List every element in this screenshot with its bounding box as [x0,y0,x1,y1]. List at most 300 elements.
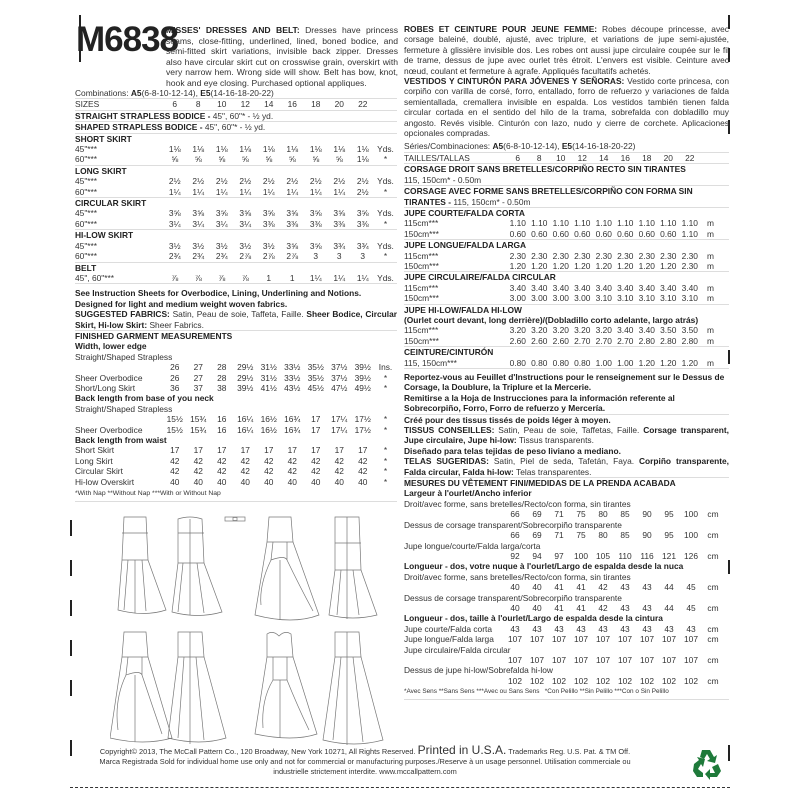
unit-label: Yds. [377,240,394,251]
cell-value: 3.10 [660,293,677,304]
row-label: 45"*** [75,176,98,187]
copyright-line [70,745,660,757]
cell-value: 43 [598,623,608,634]
cell-value: 1 [266,272,272,283]
fabrics-fr [404,425,729,446]
cell-value: 17 [311,414,321,425]
row-label: 115cm*** [404,250,439,261]
cell-value: 1¼ [333,186,346,197]
cell-value: ⅞ [218,272,226,283]
cell-value: 43 [642,602,652,613]
cell-value: 37 [193,382,203,393]
cell-value: 42 [598,582,608,593]
description-es [404,76,729,138]
cell-value: 2½ [286,176,299,187]
row-label: 115cm*** [404,325,439,336]
cell-value: 107 [640,654,654,665]
table-row [75,466,397,476]
cell-value: 3.40 [617,282,634,293]
cell-value: ⅝ [265,154,273,165]
dress-illustrations [110,515,400,745]
cell-value: 26 [170,362,180,373]
table-row [404,325,729,335]
cell-value: 3⅜ [356,218,369,229]
sheer-text: Sheer Fabrics. [149,319,204,330]
combo-e-sizes-metric: (14-16-18-20-22) [572,141,636,152]
cell-value: 16 [217,424,227,435]
table-row [75,208,397,218]
cell-value: 16¾ [284,424,301,435]
cell-value: 92 [510,550,520,561]
english-column [75,88,397,502]
cell-value: 40 [510,582,520,593]
table-row [404,251,729,261]
cell-value: ⅞ [241,272,249,283]
cell-value: 17¼ [331,414,348,425]
cell-value: 43 [642,623,652,634]
cell-value: 2.60 [509,335,526,346]
unit-label: * [383,476,388,487]
cell-value: 3.40 [660,282,677,293]
cell-value: 102 [508,675,522,686]
table-row [75,251,397,262]
row-label: 150cm*** [404,260,439,271]
cell-value: 38 [217,382,227,393]
combo-e: E5 [200,88,211,98]
cell-value: 0.80 [509,357,526,368]
measure-label: Jupe longue/courte/Falda larga/corta [404,540,541,551]
cell-value: 17 [358,445,368,456]
unit-label: cm [707,675,719,686]
cell-value: 42 [334,466,344,477]
row-label: Hi-low Overskirt [75,476,135,487]
cell-value: 41½ [260,382,277,393]
cell-value: 107 [508,634,522,645]
cell-value: 1¼ [309,272,322,283]
table-row [75,219,397,230]
cell-value: 1.10 [595,218,612,229]
designed-fr: Créé pour des tissus tissés de poids léger à moyen. [404,414,611,425]
cell-value: 2½ [356,176,369,187]
cell-value: 85 [620,530,630,541]
cell-value: 40 [264,476,274,487]
width-table-metric [404,499,729,561]
cell-value: 2¾ [215,251,228,262]
cell-value: 42 [240,455,250,466]
cell-value: 28 [217,362,227,373]
cell-value: 17¼ [331,424,348,435]
unit-label: m [707,250,714,261]
cut-mark [70,680,72,696]
cell-value: 1⅛ [356,154,369,165]
cell-value: 3.40 [617,325,634,336]
cell-value: 3½ [239,240,252,251]
cut-mark [70,640,72,656]
cell-value: 2.70 [574,335,591,346]
cell-value: 69 [532,509,542,520]
cell-value: 43 [664,623,674,634]
cell-value: 102 [552,675,566,686]
table-row [404,603,729,613]
cell-value: 102 [684,675,698,686]
cell-value: 107 [618,654,632,665]
cell-value: 107 [574,654,588,665]
sizes-row [75,99,397,110]
cell-value: 3⅝ [262,208,275,219]
width-title-metric: Largeur à l'ourlet/Ancho inferior [404,488,532,499]
mermaid-dress-front-icon [118,517,166,614]
cell-value: 45 [686,582,696,593]
size-value: 10 [217,99,227,110]
cell-value: 3¼ [168,218,181,229]
cell-value: 2.30 [574,250,591,261]
cell-value: 17 [217,445,227,456]
size-value: 22 [685,152,695,163]
cell-value: 3¾ [333,240,346,251]
suggested-fabrics [75,309,397,331]
unit-label: * [383,186,388,197]
table-row [404,582,729,592]
unit-label: * [383,251,388,262]
cell-value: 43 [532,623,542,634]
cell-value: 16¾ [284,414,301,425]
description-en [166,25,398,89]
cell-value: 1.20 [660,260,677,271]
trademarks: Trademarks Reg. U.S. Pat. & TM Off. [508,747,631,756]
cell-value: 42 [264,455,274,466]
cell-value: 42 [287,466,297,477]
cell-value: 107 [662,654,676,665]
unit-label: * [383,466,388,477]
see-instructions: See Instruction Sheets for Overbodice, Lining, Underlining and Notions. [75,288,362,299]
cell-value: 2.60 [531,335,548,346]
combo-e-metric: E5 [561,141,573,152]
cell-value: 0.80 [552,357,569,368]
unit-label: Yds. [377,208,394,219]
cell-value: 1.20 [574,260,591,271]
cell-value: 42 [358,466,368,477]
row-label: 60"*** [75,154,98,165]
cell-value: 37½ [331,362,348,373]
table-row [75,144,397,154]
table-row [75,176,397,186]
straight-bodice-detail: 45", 60"* - ½ yd. [212,110,274,121]
cell-value: 3.00 [552,293,569,304]
cell-value: 2.60 [552,335,569,346]
instructions-fr: Reportez-vous au Feuillet d'Instructions pour le renseignement sur le Dessus de Corsage, la Doublure, la Triplure et la Mercerie. [404,372,725,393]
cell-value: 1¼ [333,272,346,283]
cell-value: 39½ [354,362,371,373]
cell-value: 47½ [331,382,348,393]
cell-value: 0.80 [574,357,591,368]
cell-value: 2¾ [192,251,205,262]
row-label: Short Skirt [75,445,115,456]
row-label: 45"*** [75,208,98,219]
cell-value: 116 [640,550,654,561]
cell-value: 2.30 [617,250,634,261]
straight-bodice-title-metric: CORSAGE DROIT SANS BRETELLES/CORPIÑO RECTO SIN TIRANTES [404,164,686,175]
cell-value: 49½ [354,382,371,393]
combinations-label-metric: Séries/Combinaciones: [404,141,491,152]
yardage-section-title: HI-LOW SKIRT [75,230,134,241]
width-title: Width, lower edge [75,341,147,352]
row-label: 60"*** [75,186,98,197]
cell-value: 0.80 [531,357,548,368]
fabrics-fr-text: Satin, Peau de soie, Taffetas, Faille. [498,425,640,436]
a-line-dress-back-icon [168,632,226,744]
shaped-bodice-title: SHAPED STRAPLESS BODICE - [75,122,203,133]
size-value: 8 [536,152,542,163]
yardage-section-title-metric: JUPE HI-LOW/FALDA HI-LOW [404,304,522,315]
cell-value: 40 [510,602,520,613]
cell-value: 3.40 [595,282,612,293]
cell-value: 75 [576,530,586,541]
cell-value: 3.40 [681,282,698,293]
cell-value: 1⅛ [192,144,205,155]
recycle-icon [690,746,724,780]
size-value: 6 [515,152,521,163]
cell-value: 17½ [354,424,371,435]
cell-value: 2½ [168,176,181,187]
width-table [75,362,397,393]
cell-value: 44 [664,582,674,593]
cell-value: ⅝ [218,154,226,165]
cell-value: 43 [686,623,696,634]
unit-label: m [707,228,714,239]
width-subtitle: Straight/Shaped Strapless [75,351,173,362]
table-row [404,676,729,686]
row-label: 60"*** [75,218,98,229]
cell-value: 0.60 [531,228,548,239]
fabrics-fr-label: TISSUS CONSEILLES: [404,425,495,436]
cell-value: 107 [596,634,610,645]
cell-value: 1.10 [681,228,698,239]
cell-value: 16 [217,414,227,425]
instructions-es: Remitirse a la Hoja de Instrucciones para la información referente al Sobrecorpiño, Forro, Forro de refuerzo y Mercería. [404,392,675,414]
cell-value: 90 [642,509,652,520]
size-value: 20 [334,99,344,110]
size-value: 10 [556,152,566,163]
unit-label: cm [707,509,719,520]
cell-value: 3.40 [574,282,591,293]
cell-value: 3⅝ [309,240,322,251]
cell-value: 28 [217,372,227,383]
row-label: 150cm*** [404,335,439,346]
combinations-row [75,88,397,99]
cell-value: 1⅛ [333,144,346,155]
cell-value: 44 [664,602,674,613]
cell-value: 33½ [284,362,301,373]
unit-label: * [383,382,388,393]
unit-label: * [383,414,388,425]
cell-value: 107 [530,634,544,645]
table-row [404,551,729,561]
cell-value: 107 [530,654,544,665]
unit-label: m [707,218,714,229]
cell-value: 66 [510,530,520,541]
mermaid-dress-back-icon [172,517,222,616]
unit-label: * [383,372,388,383]
cell-value: 3.10 [681,293,698,304]
size-value: 16 [620,152,630,163]
combo-a-sizes: (6-8-10-12-14), [141,88,198,98]
cell-value: 80 [598,509,608,520]
cell-value: 71 [554,530,564,541]
cell-value: 42 [170,466,180,477]
cell-value: 2.30 [509,250,526,261]
cell-value: 42 [264,466,274,477]
cell-value: 102 [640,675,654,686]
measure-label: Dessus de jupe hi-low/Sobrefalda hi-low [404,665,553,676]
cell-value: 41 [576,582,586,593]
cell-value: ⅝ [241,154,249,165]
cell-value: 3⅝ [309,208,322,219]
circular-dress-back-icon [323,632,383,745]
cell-value: 107 [662,634,676,645]
cell-value: 1.20 [531,260,548,271]
cell-value: 100 [684,509,698,520]
cell-value: 17 [287,445,297,456]
size-value: 14 [599,152,609,163]
cell-value: 15½ [166,424,183,435]
cell-value: 3.10 [638,293,655,304]
cell-value: 42 [334,455,344,466]
straight-bodice-row [75,111,397,122]
cell-value: 43 [554,623,564,634]
cell-value: 2⅞ [286,251,299,262]
row-label: Sheer Overbodice [75,372,143,383]
unit-label: m [707,260,714,271]
table-row [404,336,729,347]
cell-value: 2.30 [595,250,612,261]
table-row [404,229,729,240]
unit-label: m [707,293,714,304]
cell-value: 1.20 [509,260,526,271]
cell-value: 40 [358,476,368,487]
cell-value: 90 [642,530,652,541]
cell-value: 42 [240,466,250,477]
cell-value: 66 [510,509,520,520]
row-label: 45"*** [75,144,98,155]
cell-value: 85 [620,509,630,520]
row-label: 150cm*** [404,228,439,239]
cell-value: 3.20 [574,325,591,336]
mermaid-dress-back-icon-2 [329,517,377,619]
yardage-section-title: BELT [75,262,97,273]
unit-label: * [383,445,388,456]
cell-value: 2.80 [638,335,655,346]
cell-value: 0.60 [552,228,569,239]
cell-value: 3 [360,251,366,262]
cell-value: 71 [554,509,564,520]
size-value: 8 [195,99,201,110]
cell-value: 1⅛ [286,144,299,155]
yardage-section-title-metric: JUPE LONGUE/FALDA LARGA [404,240,527,251]
size-value: 16 [287,99,297,110]
fabrics-es [404,456,729,477]
table-row [404,218,729,228]
cell-value: 43½ [284,382,301,393]
size-value: 6 [172,99,178,110]
cell-value: 16½ [260,424,277,435]
size-value: 20 [663,152,673,163]
designed-es: Diseñado para telas tejidas de peso liviano a mediano. [404,445,621,456]
straight-bodice-title: STRAIGHT STRAPLESS BODICE - [75,110,211,121]
cell-value: 107 [640,634,654,645]
cell-value: 1.20 [638,357,655,368]
cell-value: 37½ [331,372,348,383]
cell-value: 1⅛ [239,144,252,155]
combo-a-sizes-metric: (6-8-10-12-14), [503,141,560,152]
cell-value: 1¼ [356,272,369,283]
table-row [404,655,729,665]
desc-es-text: Vestido corte princesa, con corpiño con varilla de corsé, forro, entallado, forro de refuerzo y variaciones de falda semientallada, cremallera invisible en espalda. Los vestidos también tienen falda circular cortada en el sentido del hilo de la trama, sobrefalda con dobladillo muy angosto. Revés visible. Cinturón con lazo, nudo y cierre de corchete. Aplicaciones opcionales compradas. [404,76,730,139]
cell-value: 3¼ [215,218,228,229]
cell-value: ⅝ [312,154,320,165]
shaped-bodice-row [75,122,397,133]
back-waist-inline-table [404,624,729,645]
cell-value: 3⅝ [286,240,299,251]
cell-value: 107 [552,654,566,665]
cell-value: 3.40 [638,325,655,336]
sheer-fr-text: Tissus transparents. [518,435,594,446]
cell-value: 1⅛ [168,144,181,155]
cell-value: 1.00 [595,357,612,368]
cell-value: 102 [596,675,610,686]
back-waist-table [75,445,397,487]
cell-value: 40 [217,476,227,487]
cell-value: 35½ [307,362,324,373]
cell-value: 40 [240,476,250,487]
size-value: 18 [642,152,652,163]
cell-value: 1.10 [531,218,548,229]
cell-value: 2½ [192,176,205,187]
unit-label: cm [707,602,719,613]
measure-label: Dessus de corsage transparent/Sobrecorpiño transparente [404,519,622,530]
nap-note-metric: *Avec Sens **Sans Sens ***Avec ou Sans Sens *Con Pelillo **Sin Pelillo ***Con o Sin Pelillo [404,686,729,699]
cell-value: 1.00 [617,357,634,368]
cell-value: 33½ [284,372,301,383]
cell-value: 1 [289,272,295,283]
cell-value: 0.60 [509,228,526,239]
unit-label: cm [707,654,719,665]
row-label: Jupe longue/Falda larga [404,634,494,645]
measure-label: Jupe circulaire/Falda circular [404,644,511,655]
cell-value: ⅞ [194,272,202,283]
table-row [75,445,397,455]
cell-value: 2⅞ [262,251,275,262]
measure-label: Droit/avec forme, sans bretelles/Recto/con forma, sin tirantes [404,498,631,509]
cell-value: 40 [532,582,542,593]
cell-value: 16½ [260,414,277,425]
copyright: Copyright© 2013, The McCall Pattern Co., 120 Broadway, New York 10271, All Rights Reserved. [99,747,416,756]
cell-value: 1¼ [262,186,275,197]
cell-value: 42 [170,455,180,466]
cell-value: 42 [217,455,227,466]
unit-label: m [707,325,714,336]
cell-value: 95 [664,530,674,541]
sizes-label: SIZES [75,99,100,110]
unit-label: * [383,218,388,229]
row-label: Sheer Overbodice [75,424,143,435]
yardage-section-title: CIRCULAR SKIRT [75,198,147,209]
cell-value: 1.20 [552,260,569,271]
cell-value: 3⅝ [192,208,205,219]
straight-bodice-detail-metric: 115, 150cm* - 0.50m [404,175,729,186]
table-row [75,425,397,435]
fabrics-es-text: Satin, Piel de seda, Tafetán, Faya. [493,456,635,467]
suggested-text: Satin, Peau de soie, Taffeta, Faille. [172,309,304,320]
